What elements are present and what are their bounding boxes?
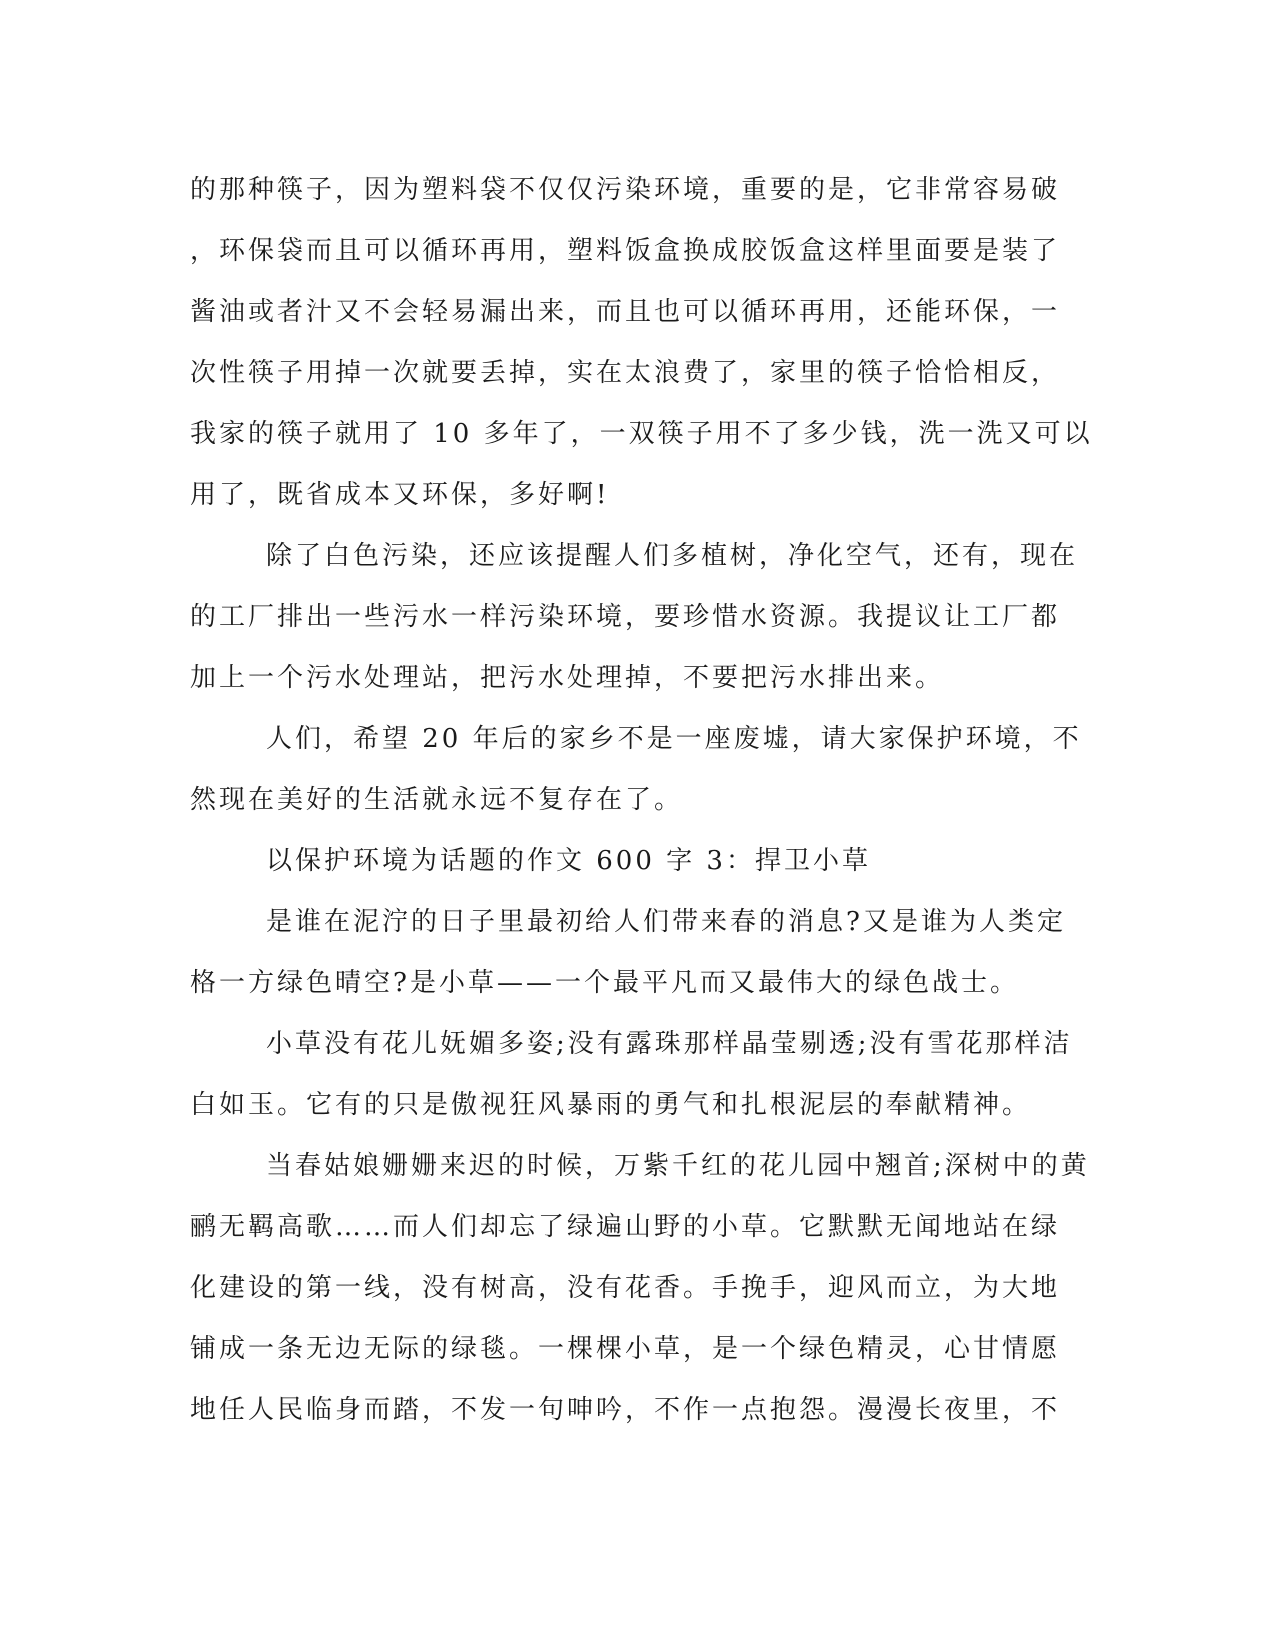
text-line: 地任人民临身而踏，不发一句呻吟，不作一点抱怨。漫漫长夜里，不 [190,1395,1061,1425]
essay-body [190,160,1093,1441]
section-heading: 以保护环境为话题的作文 600 字 3：捍卫小草 [266,846,871,876]
text-line: 铺成一条无边无际的绿毯。一棵棵小草，是一个绿色精灵，心甘情愿 [190,1334,1061,1364]
text-line: 我家的筷子就用了 10 多年了，一双筷子用不了多少钱，洗一洗又可以 [190,419,1093,449]
text-line: 当春姑娘姗姗来迟的时候，万紫千红的花儿园中翘首;深树中的黄 [266,1151,1090,1181]
text-line: 人们，希望 20 年后的家乡不是一座废墟，请大家保护环境，不 [266,724,1082,754]
text-line: 化建设的第一线，没有树高，没有花香。手挽手，迎风而立，为大地 [190,1273,1061,1303]
text-line: ，环保袋而且可以循环再用，塑料饭盒换成胶饭盒这样里面要是装了 [190,236,1061,266]
text-line: 用了，既省成本又环保，多好啊! [190,480,610,510]
text-line: 是谁在泥泞的日子里最初给人们带来春的消息?又是谁为人类定 [266,907,1066,937]
text-line: 的那种筷子，因为塑料袋不仅仅污染环境，重要的是，它非常容易破 [190,175,1061,205]
text-line: 的工厂排出一些污水一样污染环境，要珍惜水资源。我提议让工厂都 [190,602,1061,632]
text-line: 小草没有花儿妩媚多姿;没有露珠那样晶莹剔透;没有雪花那样洁 [266,1029,1073,1059]
text-line: 白如玉。它有的只是傲视狂风暴雨的勇气和扎根泥层的奉献精神。 [190,1090,1032,1120]
text-line: 格一方绿色晴空?是小草——一个最平凡而又最伟大的绿色战士。 [190,968,1019,998]
text-line: 加上一个污水处理站，把污水处理掉，不要把污水排出来。 [190,663,945,693]
text-line: 酱油或者汁又不会轻易漏出来，而且也可以循环再用，还能环保，一 [190,297,1061,327]
text-line: 次性筷子用掉一次就要丢掉，实在太浪费了，家里的筷子恰恰相反， [190,358,1061,388]
text-line: 除了白色污染，还应该提醒人们多植树，净化空气，还有，现在 [266,541,1079,571]
text-line: 鹂无羁高歌……而人们却忘了绿遍山野的小草。它默默无闻地站在绿 [190,1212,1061,1242]
text-line: 然现在美好的生活就永远不复存在了。 [190,785,684,815]
